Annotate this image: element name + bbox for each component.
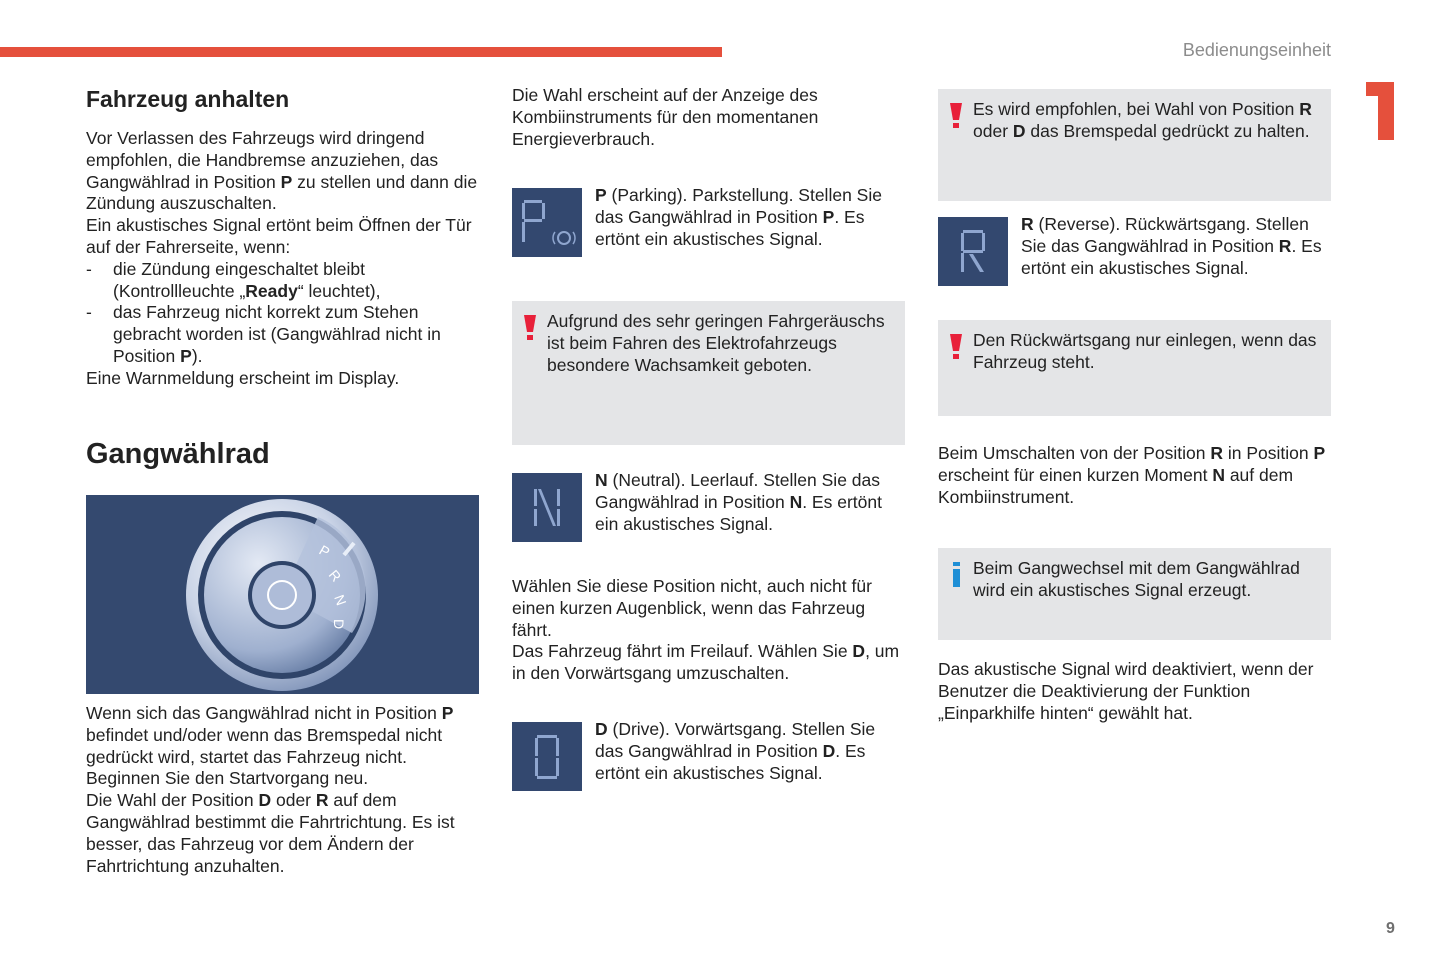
section-label: Bedienungseinheit <box>1182 40 1331 60</box>
gear-selector-text <box>86 703 481 877</box>
intro-text: Die Wahl erscheint auf der Anzeige des Kombiinstruments für den momentanen Energieverbrauch. <box>512 85 819 149</box>
selector-paragraph-3: Die Wahl der Position D oder R auf dem Gangwählrad bestimmt die Fahrtrichtung. Es ist besser, das Fahrzeug vor dem Ändern der Fahrtrichtung anzuhalten. <box>86 790 455 876</box>
neutral-warning-text: Wählen Sie diese Position nicht, auch nicht für einen kurzen Augenblick, wenn das Fahrzeug fährt. Das Fahrzeug fährt im Freilauf. Wählen Sie D, um in den Vorwärtsgang umzuschalten. <box>512 576 900 684</box>
switch-r-to-p-text: Beim Umschalten von der Position R in Position P erscheint für einen kurzen Moment N auf dem Kombiinstrument. <box>938 443 1326 507</box>
svg-text:P: P <box>316 541 333 561</box>
heading-stop-vehicle: Fahrzeug anhalten <box>86 86 290 112</box>
gear-d-description: D (Drive). Vorwärtsgang. Stellen Sie das Gangwählrad in Position D. Es ertönt ein akustisches Signal. <box>595 719 876 783</box>
heading-gear-selector: Gangwählrad <box>86 437 270 470</box>
stop-paragraph-3: Eine Warnmeldung erscheint im Display. <box>86 367 400 388</box>
stop-condition-list <box>86 259 481 368</box>
signal-deactivation-text: Das akustische Signal wird deaktiviert, wenn der Benutzer die Deaktivierung der Funktion „Einparkhilfe hinten“ gewählt hat. <box>938 659 1314 723</box>
gear-p-display-icon <box>512 188 582 257</box>
warning-note-brake: Es wird empfohlen, bei Wahl von Position R oder D das Bremspedal gedrückt zu halten. <box>938 89 1331 201</box>
svg-text:R: R <box>325 566 345 585</box>
info-note-signal: Beim Gangwechsel mit dem Gangwählrad wird ein akustisches Signal erzeugt. <box>938 548 1331 640</box>
selector-paragraph-2: Beginnen Sie den Startvorgang neu. <box>86 768 369 789</box>
chapter-number <box>1366 82 1394 140</box>
svg-text:D: D <box>331 619 347 630</box>
gear-n-display-icon <box>512 473 582 542</box>
gear-r-description: R (Reverse). Rückwärtsgang. Stellen Sie das Gangwählrad in Position R. Es ertönt ein akustisches Signal. <box>1021 214 1322 278</box>
gear-selector-image <box>86 495 479 694</box>
info-icon <box>948 558 964 588</box>
stop-paragraph-2: Ein akustisches Signal ertönt beim Öffnen der Tür auf der Fahrerseite, wenn: <box>86 215 472 257</box>
gear-dial-illustration <box>86 495 479 694</box>
warning-note-reverse: Den Rückwärtsgang nur einlegen, wenn das Fahrzeug steht. <box>938 320 1331 416</box>
column-left <box>86 84 481 472</box>
header-accent-bar <box>0 47 722 57</box>
gear-n-description: N (Neutral). Leerlauf. Stellen Sie das Gangwählrad in Position N. Es ertönt ein akustisches Signal. <box>595 470 882 534</box>
list-item: - das Fahrzeug nicht korrekt zum Stehen gebracht worden ist (Gangwählrad nicht in Position P). <box>86 302 481 367</box>
page-number: 9 <box>1386 920 1395 937</box>
list-item: - die Zündung eingeschaltet bleibt (Kontrollleuchte „Ready“ leuchtet), <box>86 259 481 303</box>
warning-icon <box>948 99 964 129</box>
gear-p-description: P (Parking). Parkstellung. Stellen Sie das Gangwählrad in Position P. Es ertönt ein akustisches Signal. <box>595 185 882 249</box>
gear-d-display-icon <box>512 722 582 791</box>
warning-icon <box>522 311 538 341</box>
gear-r-display-icon <box>938 217 1008 286</box>
selector-paragraph-1: Wenn sich das Gangwählrad nicht in Position P befindet und/oder wenn das Bremspedal nicht gedrückt wird, startet das Fahrzeug nicht. <box>86 703 454 767</box>
stop-paragraph-1: Vor Verlassen des Fahrzeugs wird dringend empfohlen, die Handbremse anzuziehen, das Gangwählrad in Position P zu stellen und dann die Zündung auszuschalten. <box>86 128 478 214</box>
svg-text:N: N <box>331 592 350 608</box>
warning-note-noise: Aufgrund des sehr geringen Fahrgeräuschs ist beim Fahren des Elektrofahrzeugs besondere Wachsamkeit geboten. <box>512 301 905 445</box>
warning-icon <box>948 330 964 360</box>
